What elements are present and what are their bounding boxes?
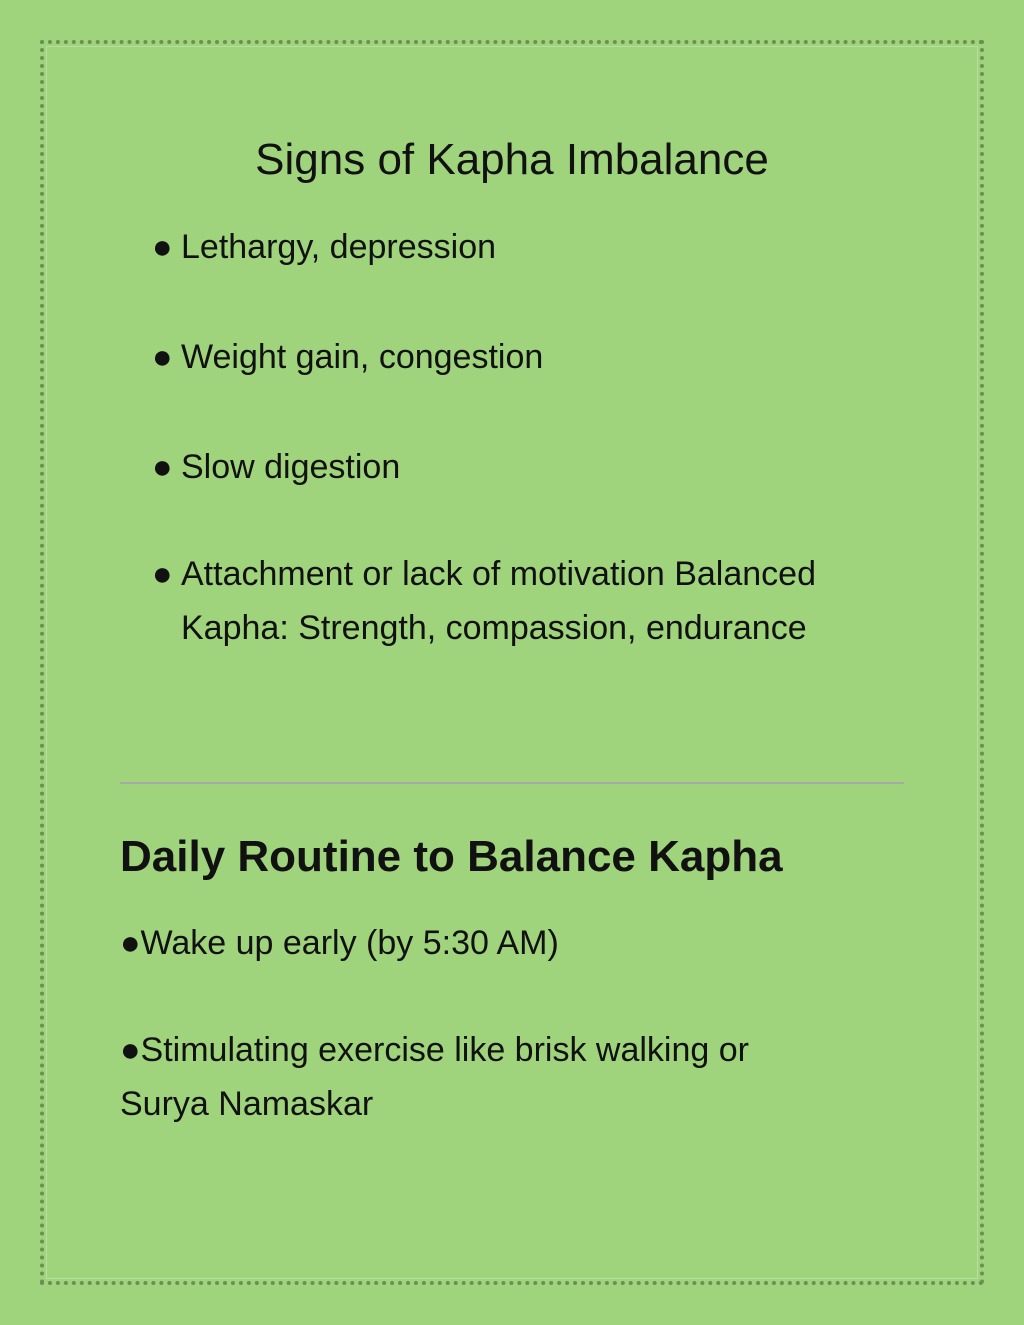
bullet-icon: ● [152,555,173,593]
list-item [152,220,496,274]
list-item-text: Attachment or lack of motivation Balanced Kapha: Strength, compassion, endurance [181,555,816,647]
list-item-text: Weight gain, congestion [181,338,544,376]
bullet-icon: ● [152,338,173,376]
list-item [152,330,543,384]
section-title-daily-routine: Daily Routine to Balance Kapha [120,832,783,881]
bullet-icon: ● [152,448,173,486]
list-item [152,547,871,655]
section-divider [120,782,904,784]
list-item-text: Lethargy, depression [181,228,497,266]
list-item-text: Slow digestion [181,448,401,486]
section-title-kapha-imbalance: Signs of Kapha Imbalance [255,135,769,184]
list-item [152,440,400,494]
list-item: ●Stimulating exercise like brisk walking or Surya Namaskar [120,1031,749,1123]
bullet-icon: ● [152,228,173,266]
list-item: ●Wake up early (by 5:30 AM) [120,924,559,962]
